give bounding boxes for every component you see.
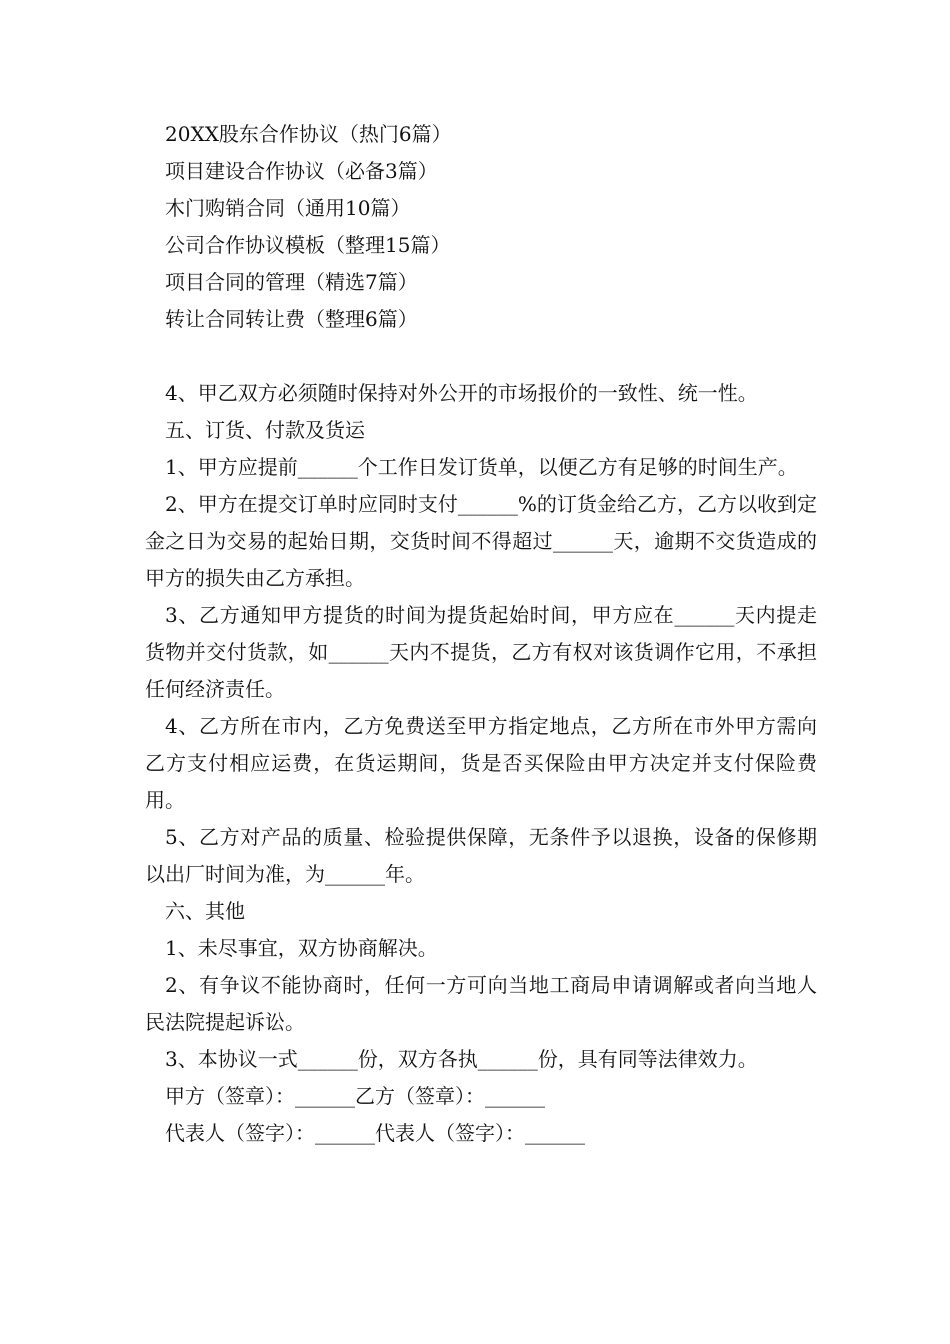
related-link-1[interactable]: 20XX股东合作协议（热门6篇） xyxy=(165,122,452,146)
document-body xyxy=(145,116,817,1152)
related-link-2[interactable]: 项目建设合作协议（必备3篇） xyxy=(165,159,438,183)
signature-line-parties: 甲方（签章）：______乙方（签章）：______ xyxy=(165,1084,545,1108)
section-heading-other: 六、其他 xyxy=(165,899,245,923)
clause-negotiation: 1、未尽事宜，双方协商解决。 xyxy=(165,936,438,960)
clause-shipping: 4、乙方所在市内，乙方免费送至甲方指定地点，乙方所在市外甲方需向乙方支付相应运费，在货运期间，货是否买保险由甲方决定并支付保险费用。 xyxy=(145,714,817,812)
clause-copies: 3、本协议一式______份，双方各执______份，具有同等法律效力。 xyxy=(165,1047,758,1071)
list-item xyxy=(145,116,817,153)
related-link-4[interactable]: 公司合作协议模板（整理15篇） xyxy=(165,233,451,257)
related-link-6[interactable]: 转让合同转让费（整理6篇） xyxy=(165,307,418,331)
clause-deposit: 2、甲方在提交订单时应同时支付______%的订货金给乙方，乙方以收到定金之日为交易的起始日期，交货时间不得超过______天，逾期不交货造成的甲方的损失由乙方承担。 xyxy=(145,492,817,590)
clause-order-notice: 1、甲方应提前______个工作日发订货单，以便乙方有足够的时间生产。 xyxy=(165,455,798,479)
list-item xyxy=(145,153,817,190)
list-item xyxy=(145,301,817,338)
clause-warranty: 5、乙方对产品的质量、检验提供保障，无条件予以退换，设备的保修期以出厂时间为准，为______年。 xyxy=(145,825,817,886)
related-link-3[interactable]: 木门购销合同（通用10篇） xyxy=(165,196,411,220)
related-links-list xyxy=(145,116,817,338)
clause-dispute: 2、有争议不能协商时，任何一方可向当地工商局申请调解或者向当地人民法院提起诉讼。 xyxy=(145,973,817,1034)
clause-price-consistency: 4、甲乙双方必须随时保持对外公开的市场报价的一致性、统一性。 xyxy=(165,381,758,405)
related-link-5[interactable]: 项目合同的管理（精选7篇） xyxy=(165,270,418,294)
signature-line-representatives: 代表人（签字）：______代表人（签字）：______ xyxy=(165,1121,585,1145)
list-item xyxy=(145,190,817,227)
list-item xyxy=(145,227,817,264)
clause-pickup: 3、乙方通知甲方提货的时间为提货起始时间，甲方应在______天内提走货物并交付货款，如______天内不提货，乙方有权对该货调作它用，不承担任何经济责任。 xyxy=(145,603,817,701)
list-item xyxy=(145,264,817,301)
section-heading-ordering: 五、订货、付款及货运 xyxy=(165,418,365,442)
